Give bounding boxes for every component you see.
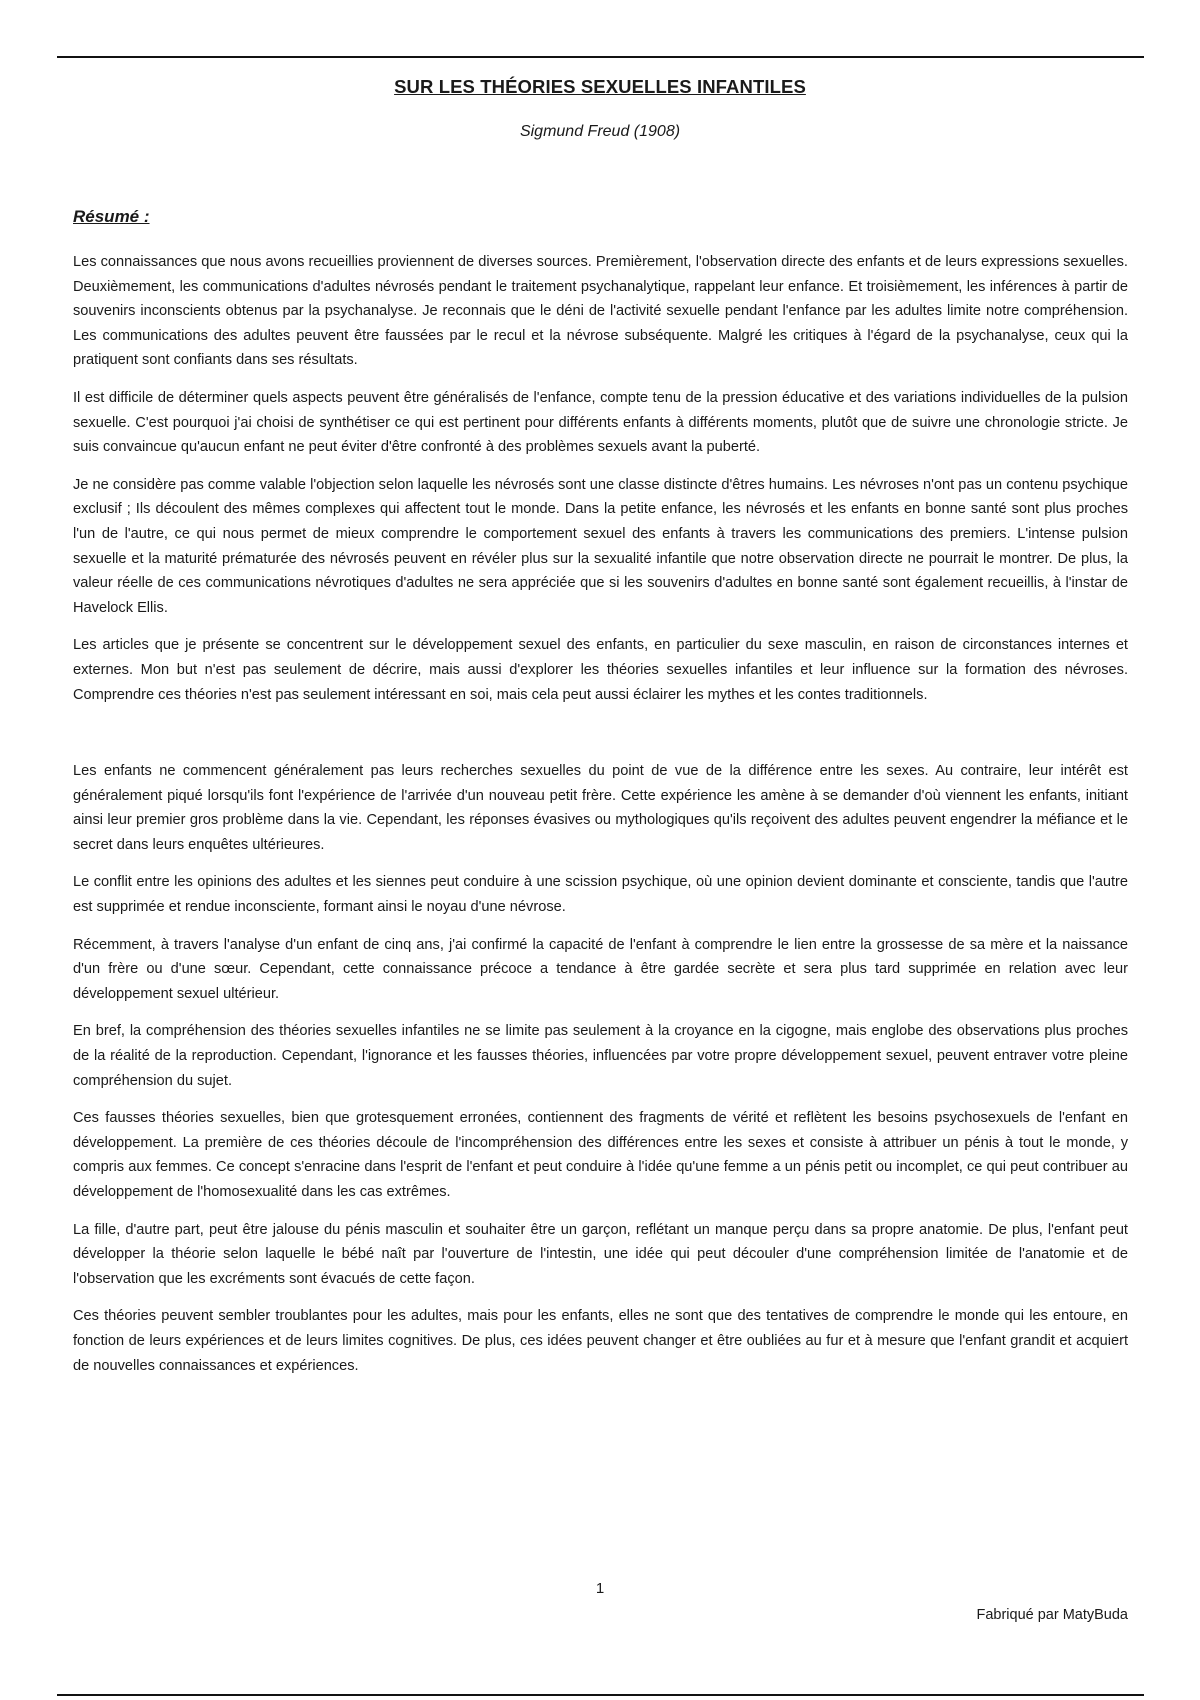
paragraph: Ces fausses théories sexuelles, bien que grotesquement erronées, contiennent des fragments de vérité et reflètent les besoins psychosexuels de l'enfant en développement. La première de ces théories découle de l'incompréhension des différences entre les sexes et consiste à attribuer un pénis à tout le monde, y compris aux femmes. Ce concept s'enracine dans l'esprit de l'enfant et peut conduire à l'idée qu'une femme a un pénis petit ou incomplet, ce qui peut contribuer au développement de l'homosexualité dans les cas extrêmes. [73, 1110, 1128, 1200]
paragraph: Les connaissances que nous avons recueillies proviennent de diverses sources. Premièrement, l'observation directe des enfants et de leurs expressions sexuelles. Deuxièmement, les communications d'adultes névrosés pendant le traitement psychanalytique, rappelant leur enfance. Et troisièmement, les inférences à partir de souvenirs inconscients obtenus par la psychanalyse. Je reconnais que le déni de l'activité sexuelle pendant l'enfance par les adultes limite notre compréhension. Les communications des adultes peuvent être faussées par le recul et la névrose subséquente. Malgré les critiques à l'égard de la psychanalyse, ceux qui la pratiquent sont confiants dans ses résultats. [73, 254, 1128, 369]
paragraph: Les enfants ne commencent généralement pas leurs recherches sexuelles du point de vue de la différence entre les sexes. Au contraire, leur intérêt est généralement piqué lorsqu'ils font l'expérience de l'arrivée d'un nouveau petit frère. Cette expérience les amène à se demander d'où viennent les enfants, initiant ainsi leur premier gros problème dans la vie. Cependant, les réponses évasives ou mythologiques qu'ils reçoivent des adultes peuvent engendrer la méfiance et le secret dans leurs enquêtes ultérieures. [73, 763, 1128, 853]
document-body [73, 250, 1128, 1391]
section-heading: Résumé : [73, 207, 150, 226]
paragraph: Les articles que je présente se concentrent sur le développement sexuel des enfants, en particulier du sexe masculin, en raison de circonstances internes et externes. Mon but n'est pas seulement de décrire, mais aussi d'explorer les théories sexuelles infantiles et leur influence sur la formation des névroses. Comprendre ces théories n'est pas seulement intéressant en soi, mais cela peut aussi éclairer les mythes et les contes traditionnels. [73, 637, 1128, 703]
top-rule [57, 56, 1144, 58]
bottom-rule [57, 1694, 1144, 1696]
paragraph: Ces théories peuvent sembler troublantes pour les adultes, mais pour les enfants, elles ne sont que des tentatives de comprendre le monde qui les entoure, en fonction de leurs expériences et de leurs limites cognitives. De plus, ces idées peuvent changer et être oubliées au fur et à mesure que l'enfant grandit et acquiert de nouvelles connaissances et expériences. [73, 1308, 1128, 1374]
paragraph: Le conflit entre les opinions des adultes et les siennes peut conduire à une scission psychique, où une opinion devient dominante et consciente, tandis que l'autre est supprimée et rendue inconsciente, formant ainsi le noyau d'une névrose. [73, 874, 1128, 916]
paragraph: En bref, la compréhension des théories sexuelles infantiles ne se limite pas seulement à la croyance en la cigogne, mais englobe des observations plus proches de la réalité de la reproduction. Cependant, l'ignorance et les fausses théories, influencées par votre propre développement sexuel, peuvent entraver votre pleine compréhension du sujet. [73, 1023, 1128, 1089]
paragraph: Récemment, à travers l'analyse d'un enfant de cinq ans, j'ai confirmé la capacité de l'enfant à comprendre le lien entre la grossesse de sa mère et la naissance d'un frère ou d'une sœur. Cependant, cette connaissance précoce a tendance à être gardée secrète et sera plus tard supprimée en relation avec leur développement sexuel ultérieur. [73, 936, 1128, 1002]
paragraph: Il est difficile de déterminer quels aspects peuvent être généralisés de l'enfance, compte tenu de la pression éducative et des variations individuelles de la pulsion sexuelle. C'est pourquoi j'ai choisi de synthétiser ce qui est pertinent pour différents enfants à différents moments, plutôt que de suivre une chronologie stricte. Je suis convaincue qu'aucun enfant ne peut éviter d'être confronté à des problèmes sexuels avant la puberté. [73, 389, 1128, 456]
paragraph: Je ne considère pas comme valable l'objection selon laquelle les névrosés sont une classe distincte d'êtres humains. Les névroses n'ont pas un contenu psychique exclusif ; Ils découlent des mêmes complexes qui affectent tout le monde. Dans la petite enfance, les névrosés et les enfants en bonne santé sont plus proches l'un de l'autre, ce qui nous permet de mieux comprendre le comportement sexuel des enfants à travers les communications des premiers. L'intense pulsion sexuelle et la maturité prématurée des névrosés peuvent en révéler plus sur la sexualité infantile que notre observation directe ne pourrait le montrer. De plus, la valeur réelle de ces communications névrotiques d'adultes ne sera appréciée que si les souvenirs d'adultes en bonne santé sont également recueillis, à l'instar de Havelock Ellis. [73, 476, 1128, 616]
credit-text: Fabriqué par MatyBuda [976, 1607, 1128, 1623]
document-author: Sigmund Freud (1908) [519, 123, 681, 140]
page-number: 1 [595, 1580, 605, 1597]
document-title: SUR LES THÉORIES SEXUELLES INFANTILES [394, 76, 806, 97]
paragraph: La fille, d'autre part, peut être jalouse du pénis masculin et souhaiter être un garçon, reflétant un manque perçu dans sa propre anatomie. De plus, l'enfant peut développer la théorie selon laquelle le bébé naît par l'ouverture de l'intestin, une idée qui peut découler d'une compréhension limitée de l'anatomie et de l'observation que les excréments sont évacués de cette façon. [73, 1221, 1128, 1287]
